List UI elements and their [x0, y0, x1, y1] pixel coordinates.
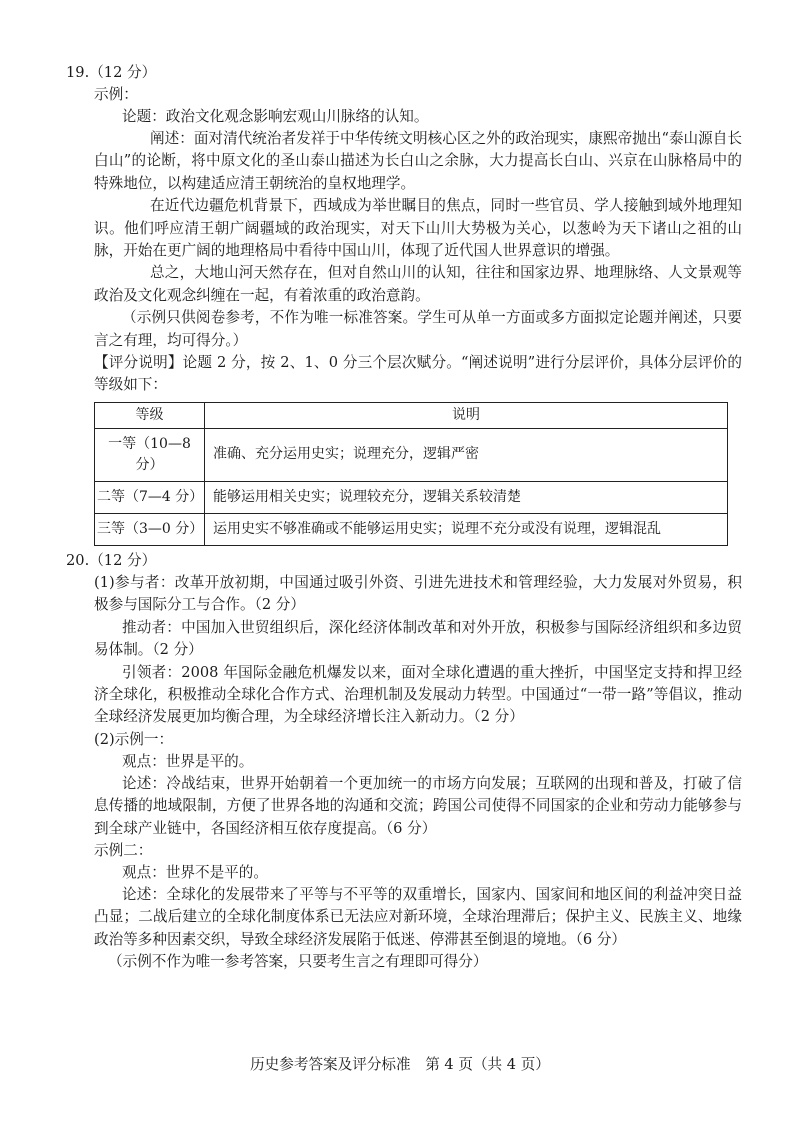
grade-description: 能够运用相关史实；说理较充分，逻辑关系较清楚 [205, 481, 728, 513]
grade-description: 运用史实不够准确或不能够运用史实；说理不充分或没有说理，逻辑混乱 [205, 513, 728, 545]
q20-example-1-label: (2)示例一： [94, 730, 174, 748]
q19-example-label: 示例： [94, 86, 138, 103]
grading-table [94, 402, 728, 546]
q20-promoter: 推动者：中国加入世贸组织后，深化经济体制改革和对外开放，积极参与国际经济组织和多边贸易体制。（2 分） [94, 618, 742, 659]
header-level: 等级 [95, 402, 205, 428]
q20-example-2-argument: 论述：全球化的发展带来了平等与不平等的双重增长，国家内、国家间和地区间的利益冲突日益凸显；二战后建立的全球化制度体系已无法应对新环境，全球治理滞后；保护主义、民族主义、地缘政治等多种因素交织，导致全球经济发展陷于低迷、停滞甚至倒退的境地。（6 分） [94, 885, 742, 948]
grade-level: 一等（10—8 分） [95, 428, 205, 481]
page-content [66, 62, 742, 973]
q20-leader: 引领者：2008 年国际金融危机爆发以来，面对全球化遭遇的重大挫折，中国坚定支持和捍卫经济全球化，积极推动全球化合作方式、治理机制及发展动力转型。中国通过“一带一路”等倡议，推动全球经济发展更加均衡合理，为全球经济增长注入新动力。（2 分） [94, 663, 742, 726]
q20-participant: (1)参与者：改革开放初期，中国通过吸引外资、引进先进技术和管理经验，大力发展对外贸易，积极参与国际分工与合作。（2 分） [94, 573, 742, 614]
table-row [95, 481, 728, 513]
page-footer: 历史参考答案及评分标准 第 4 页（共 4 页） [250, 1056, 550, 1073]
q19-para-1: 阐述：面对清代统治者发祥于中华传统文明核心区之外的政治现实，康熙帝抛出“泰山源自长白山”的论断，将中原文化的圣山泰山描述为长白山之余脉，大力提高长白山、兴京在山脉格局中的特殊地位，以构建适应清王朝统治的皇权地理学。 [94, 130, 742, 192]
q20-note: （示例不作为唯一参考答案，只要考生言之有理即可得分） [108, 953, 488, 971]
q19-note: （示例只供阅卷参考，不作为唯一标准答案。学生可从单一方面或多方面拟定论题并阐述，只要言之有理，均可得分。） [94, 309, 742, 349]
table-row [95, 513, 728, 545]
q19-para-2: 在近代边疆危机背景下，西域成为举世瞩目的焦点，同时一些官员、学人接触到域外地理知识。他们呼应清王朝广阔疆域的政治现实，对天下山川大势极为关心，以葱岭为天下诸山之祖的山脉，开始在更广阔的地理格局中看待中国山川，体现了近代国人世界意识的增强。 [94, 197, 742, 260]
q20-number: 20.（12 分） [66, 551, 157, 569]
q19-para-3: 总之，大地山河天然存在，但对自然山川的认知，往往和国家边界、地理脉络、人文景观等政治及文化观念纠缠在一起，有着浓重的政治意韵。 [94, 264, 742, 304]
q19-thesis: 论题：政治文化观念影响宏观山川脉络的认知。 [122, 108, 429, 125]
q20-example-2-label: 示例二： [94, 841, 153, 859]
q19-scoring-note: 【评分说明】论题 2 分，按 2、1、0 分三个层次赋分。“阐述说明”进行分层评价，具体分层评价的等级如下： [94, 354, 742, 394]
grading-table-header [95, 402, 728, 428]
grade-level: 二等（7—4 分） [95, 481, 205, 513]
q20-example-2-view: 观点：世界不是平的。 [122, 863, 268, 881]
q19-number: 19.（12 分） [66, 64, 157, 81]
q20-example-1-view: 观点：世界是平的。 [122, 752, 254, 770]
grade-description: 准确、充分运用史实；说理充分，逻辑严密 [205, 428, 728, 481]
header-description: 说明 [205, 402, 728, 428]
grade-level: 三等（3—0 分） [95, 513, 205, 545]
table-row [95, 428, 728, 481]
q20-example-1-argument: 论述：冷战结束，世界开始朝着一个更加统一的市场方向发展；互联网的出现和普及，打破了信息传播的地域限制，方便了世界各地的沟通和交流；跨国公司使得不同国家的企业和劳动力能够参与到全球产业链中，各国经济相互依存度提高。（6 分） [94, 774, 742, 837]
